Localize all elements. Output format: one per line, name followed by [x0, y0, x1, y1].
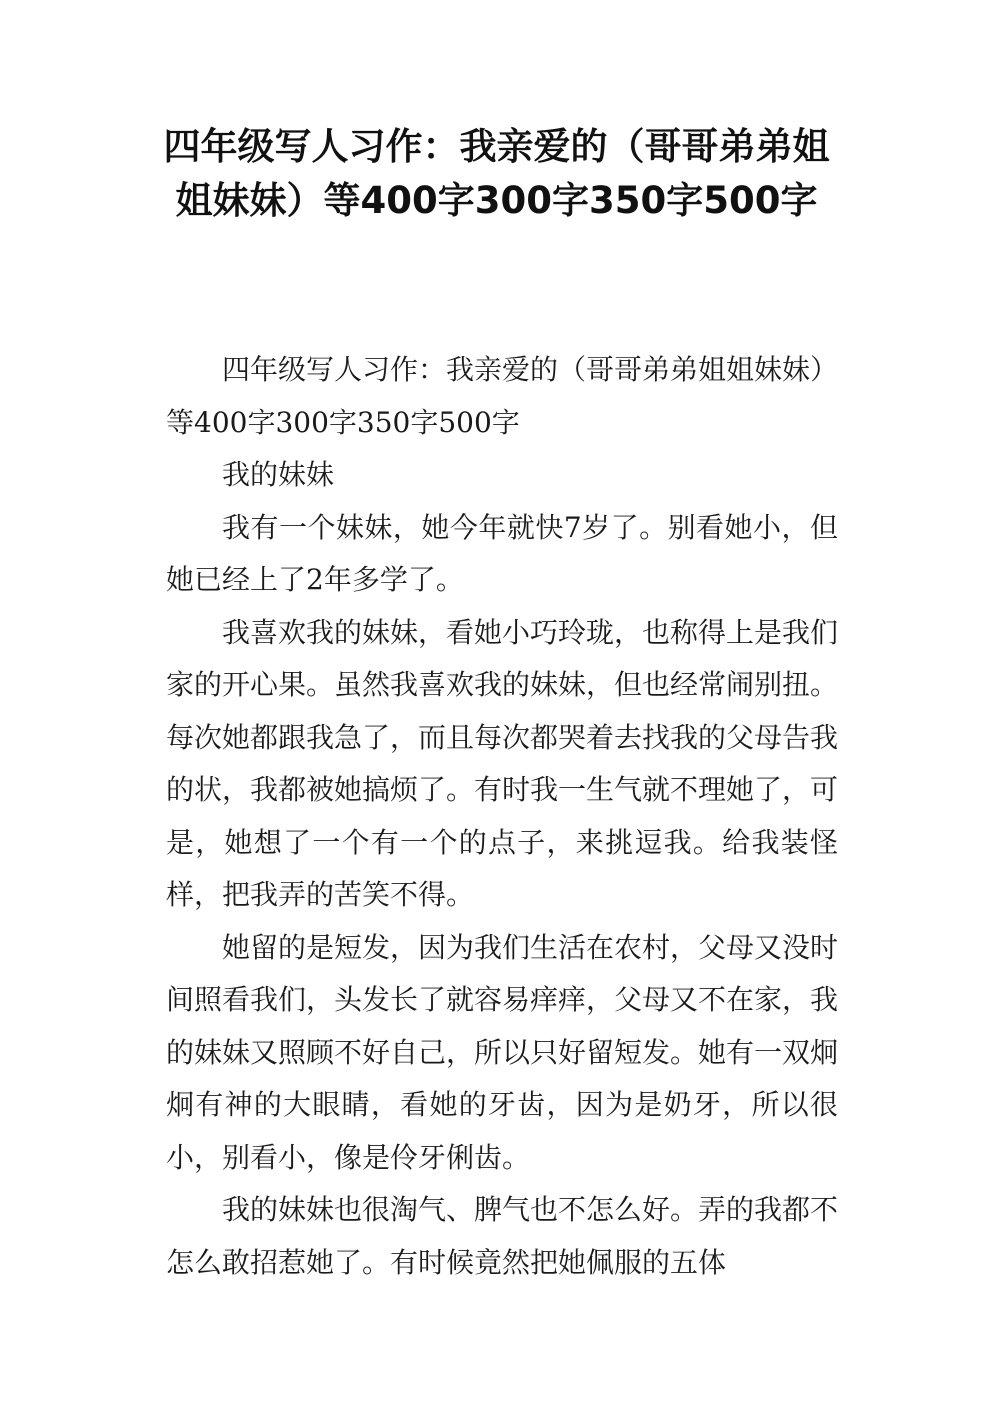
paragraph-essay-heading: 我的妹妹 — [222, 458, 335, 491]
document-title: 四年级写人习作：我亲爱的（哥哥弟弟姐姐妹妹）等400字300字350字500字 — [163, 125, 830, 222]
document-body — [166, 344, 838, 1289]
paragraph: 她留的是短发，因为我们生活在农村，父母又没时间照看我们，头发长了就容易痒痒，父母又不在家，我的妹妹又照顾不好自己，所以只好留短发。她有一双炯炯有神的大眼睛，看她的牙齿，因为是奶牙，所以很小，别看小，像是伶牙俐齿。 — [166, 930, 839, 1174]
paragraph: 我有一个妹妹，她今年就快7岁了。别看她小，但她已经上了2年多学了。 — [166, 510, 838, 596]
paragraph: 我的妹妹也很淘气、脾气也不怎么好。弄的我都不怎么敢招惹她了。有时候竟然把她佩服的五体 — [166, 1193, 839, 1279]
paragraph-title-repeat: 四年级写人习作：我亲爱的（哥哥弟弟姐姐妹妹）等400字300字350字500字 — [166, 353, 839, 439]
paragraph: 我喜欢我的妹妹，看她小巧玲珑，也称得上是我们家的开心果。虽然我喜欢我的妹妹，但也经常闹别扭。每次她都跟我急了，而且每次都哭着去找我的父母告我的状，我都被她搞烦了。有时我一生气就不理她了，可是，她想了一个有一个的点子，来挑逗我。给我装怪样，把我弄的苦笑不得。 — [166, 615, 839, 911]
